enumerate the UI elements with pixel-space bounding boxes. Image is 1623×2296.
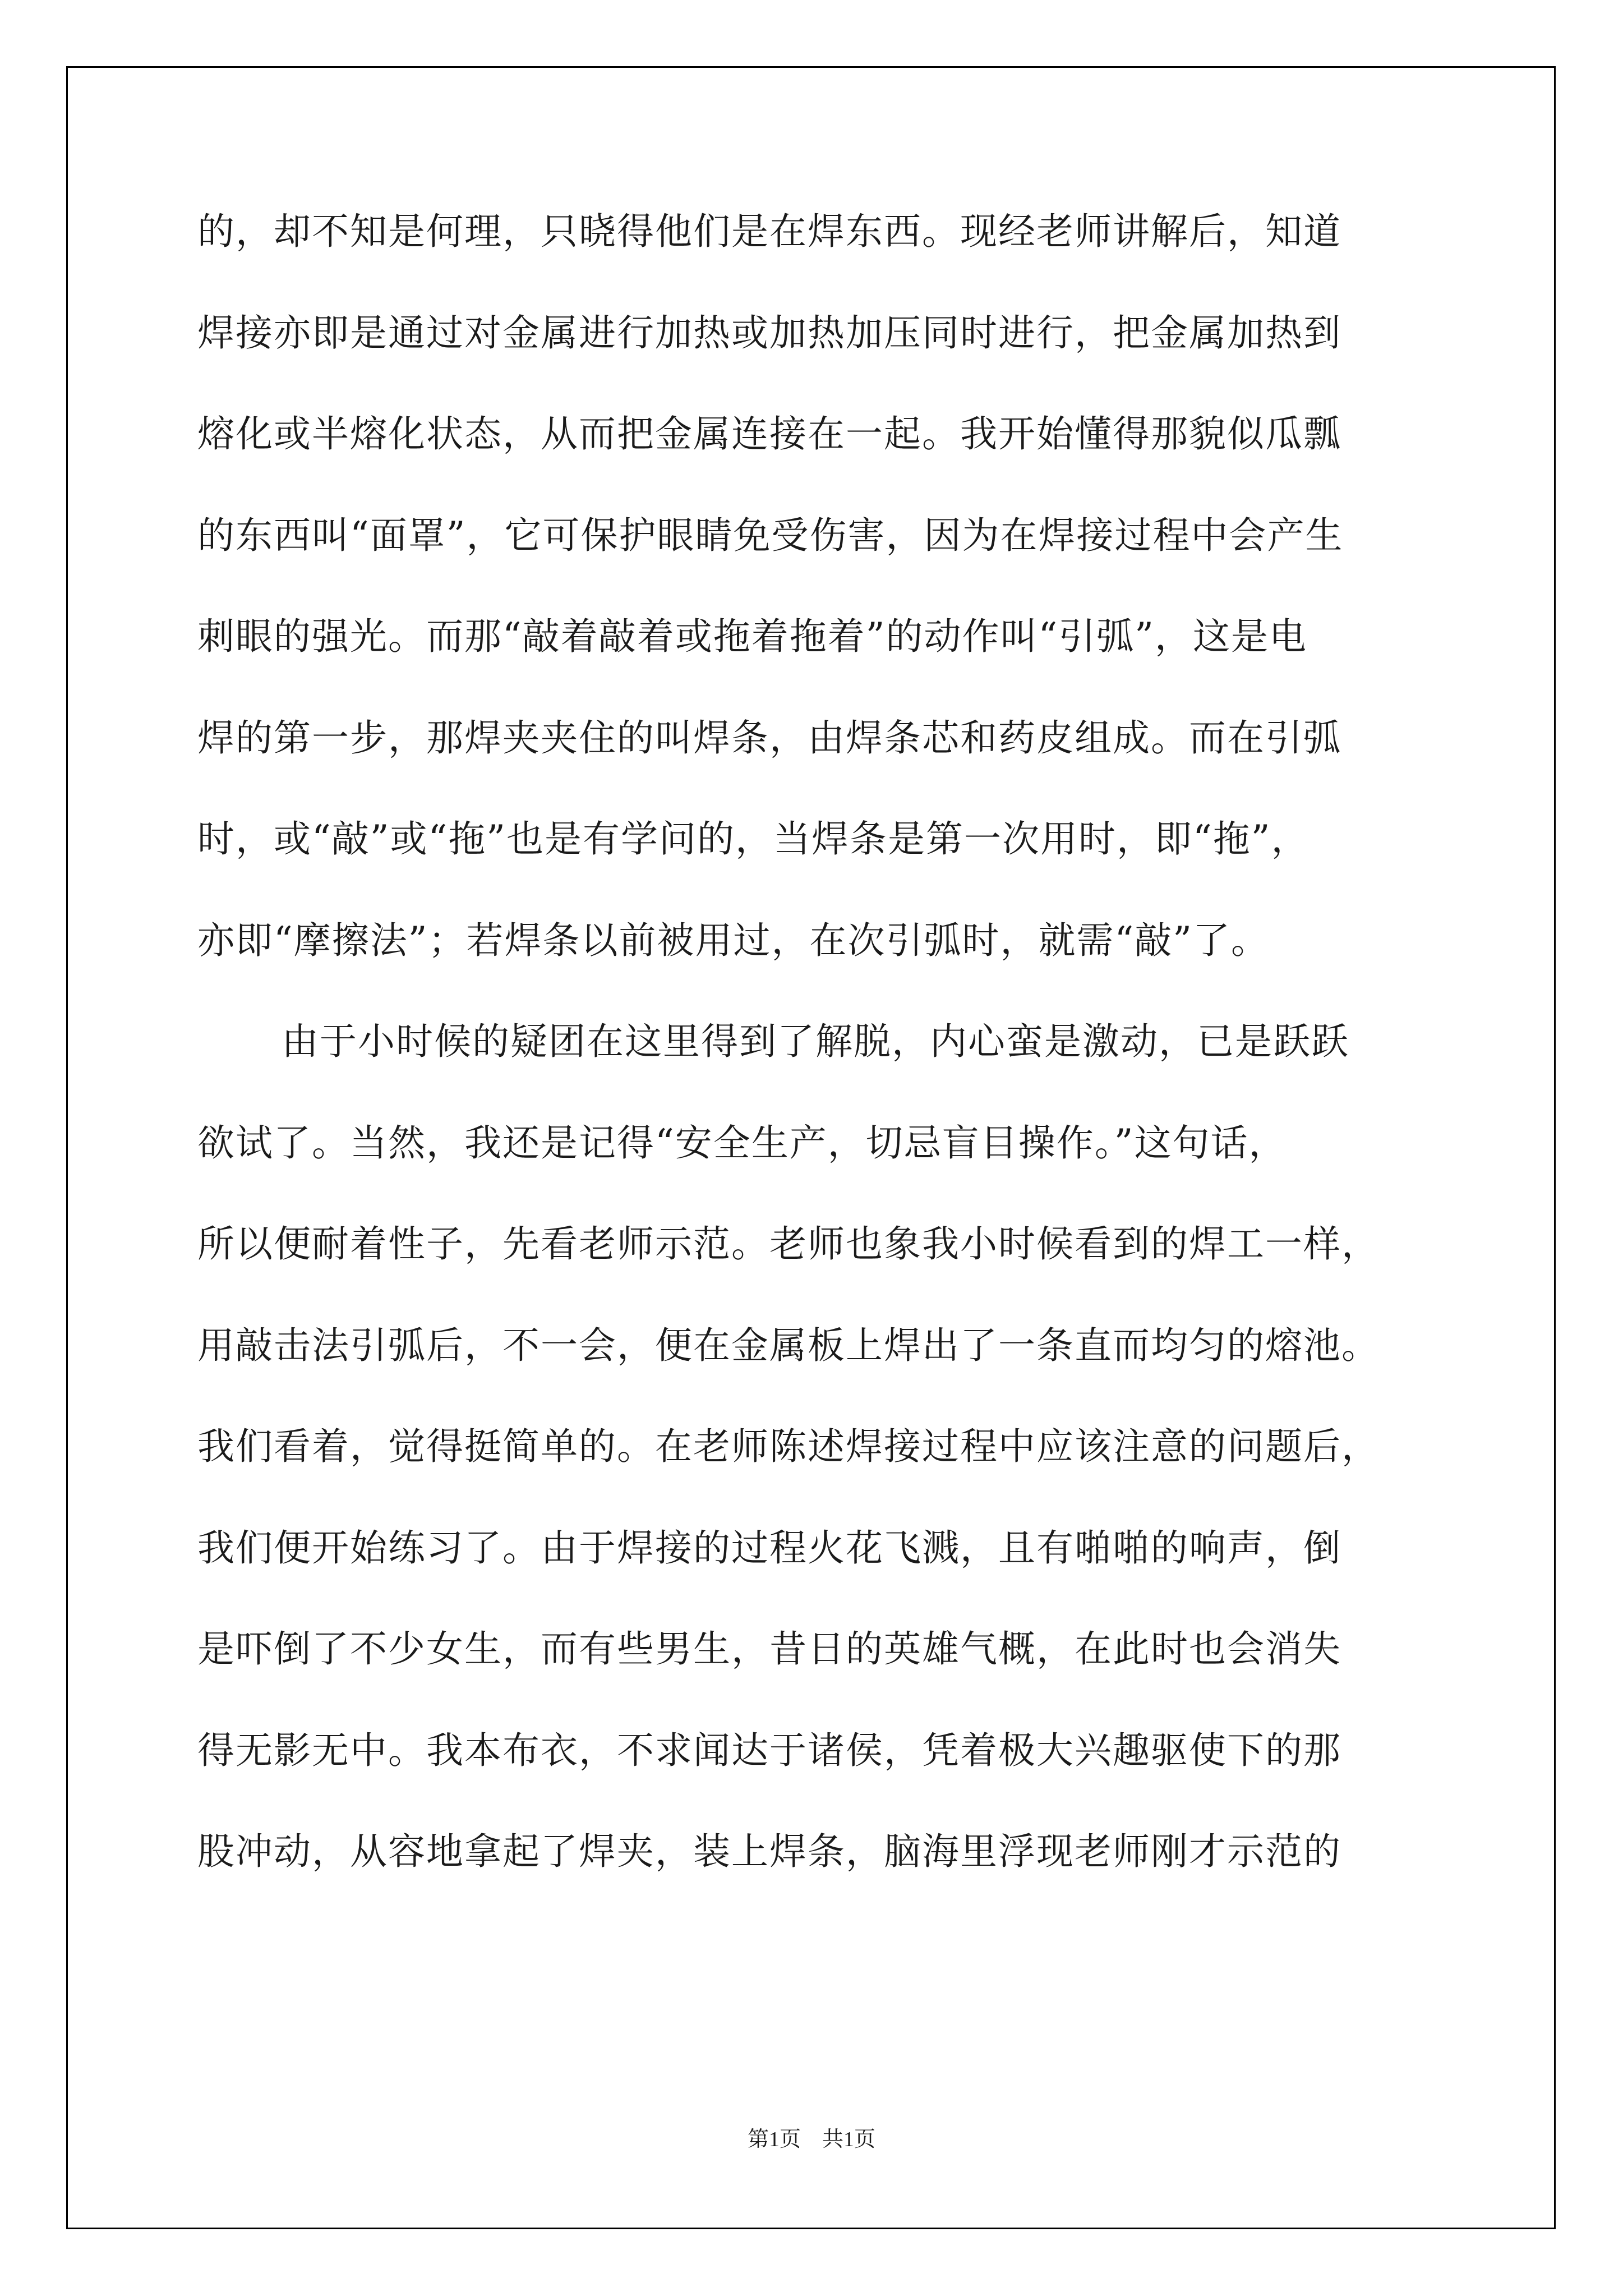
text-line: 是吓倒了不少女生，而有些男生，昔日的英雄气概，在此时也会消失 bbox=[197, 1627, 1341, 1671]
paragraph-2 bbox=[197, 1020, 1482, 1873]
document-body bbox=[197, 210, 1482, 1935]
page-number: 第1页 共1页 bbox=[747, 2128, 875, 2151]
text-line: 熔化或半熔化状态，从而把金属连接在一起。我开始懂得那貌似瓜瓢 bbox=[197, 412, 1341, 455]
text-line: 亦即“摩擦法”；若焊条以前被用过，在次引弧时，就需“敲”了。 bbox=[197, 918, 1269, 962]
text-line: 的，却不知是何理，只晓得他们是在焊东西。现经老师讲解后，知道 bbox=[197, 210, 1341, 253]
text-line: 由于小时候的疑团在这里得到了解脱，内心蛮是激动，已是跃跃 bbox=[282, 1020, 1349, 1063]
text-line: 时，或“敲”或“拖”也是有学问的，当焊条是第一次用时，即“拖”， bbox=[197, 817, 1310, 861]
text-line: 的东西叫“面罩”，它可保护眼睛免受伤害，因为在焊接过程中会产生 bbox=[197, 513, 1344, 557]
page-footer bbox=[0, 2128, 1623, 2151]
text-line: 所以便耐着性子，先看老师示范。老师也象我小时候看到的焊工一样， bbox=[197, 1222, 1380, 1266]
paragraph-1 bbox=[197, 210, 1482, 962]
text-line: 欲试了。当然，我还是记得“安全生产，切忌盲目操作。”这句话， bbox=[197, 1121, 1287, 1165]
text-line: 得无影无中。我本布衣，不求闻达于诸侯，凭着极大兴趣驱使下的那 bbox=[197, 1728, 1341, 1772]
text-line: 股冲动，从容地拿起了焊夹，装上焊条，脑海里浮现老师刚才示范的 bbox=[197, 1830, 1341, 1873]
text-line: 焊的第一步，那焊夹夹住的叫焊条，由焊条芯和药皮组成。而在引弧 bbox=[197, 716, 1341, 760]
text-line: 我们看着，觉得挺简单的。在老师陈述焊接过程中应该注意的问题后， bbox=[197, 1425, 1380, 1468]
text-line: 用敲击法引弧后，不一会，便在金属板上焊出了一条直而均匀的熔池。 bbox=[197, 1323, 1380, 1367]
text-line: 刺眼的强光。而那“敲着敲着或拖着拖着”的动作叫“引弧”，这是电 bbox=[197, 615, 1307, 658]
text-line: 我们便开始练习了。由于焊接的过程火花飞溅，且有啪啪的响声，倒 bbox=[197, 1526, 1341, 1570]
text-line: 焊接亦即是通过对金属进行加热或加热加压同时进行，把金属加热到 bbox=[197, 311, 1341, 355]
